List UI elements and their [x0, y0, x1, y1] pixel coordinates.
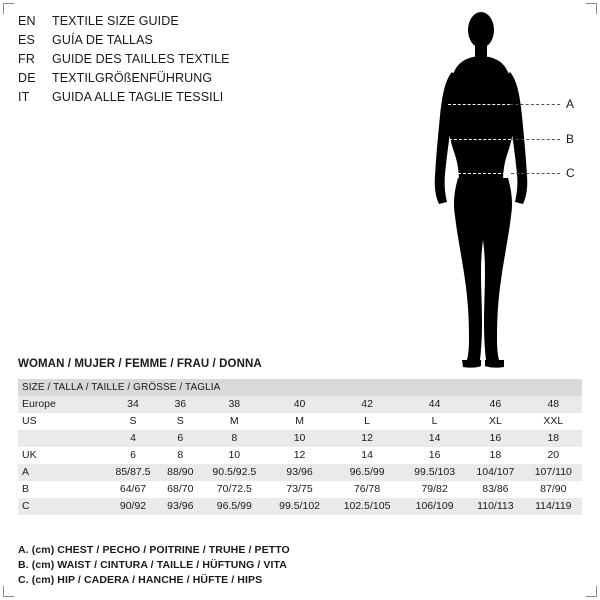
cell: 16 — [403, 447, 466, 464]
cell: 8 — [160, 447, 201, 464]
cell: M — [268, 413, 331, 430]
cell: 106/109 — [403, 498, 466, 515]
cell: S — [106, 413, 160, 430]
legend-row-b: B. (cm) WAIST / CINTURA / TAILLE / HÜFTUNG / VITA — [18, 559, 287, 571]
row-label-us: US — [18, 413, 106, 430]
cell: 14 — [331, 447, 403, 464]
cell: 48 — [525, 396, 582, 413]
title-row-de — [18, 71, 348, 90]
cell: 18 — [525, 430, 582, 447]
table-header-cell: SIZE / TALLA / TAILLE / GRÖSSE / TAGLIA — [18, 379, 582, 396]
measure-line-waist-outer — [511, 139, 560, 140]
cell: 88/90 — [160, 464, 201, 481]
cell: XXL — [525, 413, 582, 430]
title-block — [18, 14, 348, 109]
row-label-europe: Europe — [18, 396, 106, 413]
cell: 14 — [403, 430, 466, 447]
measure-line-chest-inner — [448, 104, 510, 105]
cell: 16 — [466, 430, 525, 447]
cell: S — [160, 413, 201, 430]
size-table-container — [18, 379, 582, 515]
cell: 70/72.5 — [201, 481, 269, 498]
cell: 34 — [106, 396, 160, 413]
cell: 6 — [160, 430, 201, 447]
measure-line-chest-outer — [510, 104, 560, 105]
cell: 8 — [201, 430, 269, 447]
legend-row-c: C. (cm) HIP / CADERA / HANCHE / HÜFTE / HIPS — [18, 574, 263, 586]
row-label-uk: UK — [18, 447, 106, 464]
corner-mark-top-left — [3, 3, 14, 14]
title-text-de: TEXTILGRÖßENFÜHRUNG — [52, 71, 213, 85]
measure-label-b: B — [566, 132, 575, 146]
cell: 40 — [268, 396, 331, 413]
title-row-en — [18, 14, 348, 33]
row-label-c: C — [18, 498, 106, 515]
title-lang-it: IT — [18, 90, 30, 104]
legend-block — [18, 543, 438, 588]
table-row — [18, 413, 582, 430]
cell: 93/96 — [160, 498, 201, 515]
measure-line-hip-outer — [511, 173, 560, 174]
table-row — [18, 481, 582, 498]
corner-mark-bottom-right — [586, 586, 597, 597]
measure-label-a: A — [566, 97, 575, 111]
row-label-b: B — [18, 481, 106, 498]
cell: 64/67 — [106, 481, 160, 498]
title-text-es: GUÍA DE TALLAS — [52, 33, 153, 47]
cell: 4 — [106, 430, 160, 447]
cell: 96.5/99 — [331, 464, 403, 481]
table-row — [18, 447, 582, 464]
title-row-it — [18, 90, 348, 109]
cell: L — [331, 413, 403, 430]
cell: 114/119 — [525, 498, 582, 515]
cell: XL — [466, 413, 525, 430]
cell: 83/86 — [466, 481, 525, 498]
cell: 10 — [201, 447, 269, 464]
measure-label-c: C — [566, 166, 575, 180]
cell: 12 — [331, 430, 403, 447]
table-row — [18, 498, 582, 515]
table-header-row — [18, 379, 582, 396]
table-row — [18, 396, 582, 413]
measure-line-hip-inner — [453, 173, 511, 174]
cell: 96.5/99 — [201, 498, 269, 515]
cell: 99.5/103 — [403, 464, 466, 481]
cell: 6 — [106, 447, 160, 464]
cell: 36 — [160, 396, 201, 413]
cell: 87/90 — [525, 481, 582, 498]
cell: 104/107 — [466, 464, 525, 481]
figure-area — [400, 8, 590, 373]
title-lang-en: EN — [18, 14, 36, 28]
cell: 99.5/102 — [268, 498, 331, 515]
table-row — [18, 430, 582, 447]
title-lang-de: DE — [18, 71, 36, 85]
cell: M — [201, 413, 269, 430]
row-label-us-numeric — [18, 430, 106, 447]
cell: 38 — [201, 396, 269, 413]
cell: 20 — [525, 447, 582, 464]
size-table — [18, 379, 582, 515]
cell: 102.5/105 — [331, 498, 403, 515]
section-heading-woman: WOMAN / MUJER / FEMME / FRAU / DONNA — [18, 358, 262, 370]
female-silhouette-icon — [400, 8, 590, 373]
legend-row-a: A. (cm) CHEST / PECHO / POITRINE / TRUHE / PETTO — [18, 544, 290, 556]
cell: 42 — [331, 396, 403, 413]
title-lang-es: ES — [18, 33, 36, 47]
cell: 46 — [466, 396, 525, 413]
measure-line-waist-inner — [449, 139, 511, 140]
cell: 44 — [403, 396, 466, 413]
cell: 79/82 — [403, 481, 466, 498]
cell: 18 — [466, 447, 525, 464]
title-lang-fr: FR — [18, 52, 36, 66]
corner-mark-bottom-left — [3, 586, 14, 597]
cell: 93/96 — [268, 464, 331, 481]
title-row-fr — [18, 52, 348, 71]
cell: 10 — [268, 430, 331, 447]
cell: 12 — [268, 447, 331, 464]
cell: L — [403, 413, 466, 430]
title-text-fr: GUIDE DES TAILLES TEXTILE — [52, 52, 230, 66]
cell: 107/110 — [525, 464, 582, 481]
title-row-es — [18, 33, 348, 52]
cell: 73/75 — [268, 481, 331, 498]
cell: 110/113 — [466, 498, 525, 515]
table-row — [18, 464, 582, 481]
cell: 90/92 — [106, 498, 160, 515]
cell: 68/70 — [160, 481, 201, 498]
title-text-en: TEXTILE SIZE GUIDE — [52, 14, 179, 28]
cell: 85/87.5 — [106, 464, 160, 481]
title-text-it: GUIDA ALLE TAGLIE TESSILI — [52, 90, 224, 104]
row-label-a: A — [18, 464, 106, 481]
cell: 90.5/92.5 — [201, 464, 269, 481]
cell: 76/78 — [331, 481, 403, 498]
